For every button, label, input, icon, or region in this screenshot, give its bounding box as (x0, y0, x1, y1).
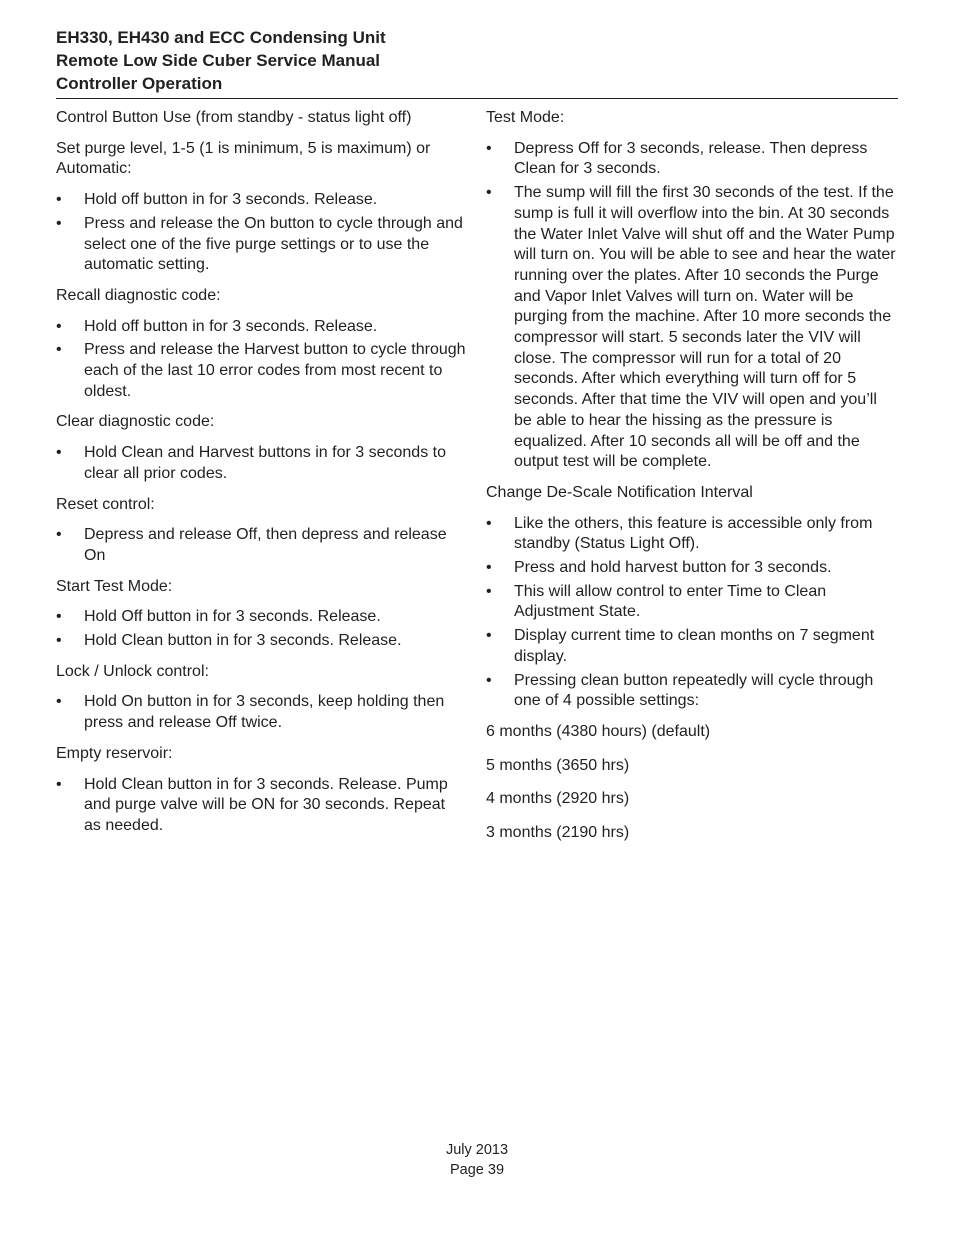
right-column (486, 108, 898, 857)
list-item: • Hold Clean button in for 3 seconds. Release. (56, 631, 466, 652)
start-test-heading: Start Test Mode: (56, 577, 173, 595)
list-item: • Depress Off for 3 seconds, release. Then depress Clean for 3 seconds. (486, 139, 898, 180)
left-column (56, 108, 466, 847)
start-test-list (56, 607, 466, 651)
clear-list (56, 443, 466, 484)
list-item: • Press and release the On button to cycle through and select one of the five purge settings or to use the automatic setting. (56, 214, 466, 276)
setting-option: 5 months (3650 hrs) (486, 756, 630, 774)
list-item: • Hold On button in for 3 seconds, keep holding then press and release Off twice. (56, 692, 466, 733)
recall-list (56, 317, 466, 403)
list-item: • This will allow control to enter Time to Clean Adjustment State. (486, 582, 898, 623)
list-item: • Depress and release Off, then depress and release On (56, 525, 466, 566)
empty-list (56, 775, 466, 837)
list-item: • Hold Clean and Harvest buttons in for 3 seconds to clear all prior codes. (56, 443, 466, 484)
manual-title-line-1: EH330, EH430 and ECC Condensing Unit (56, 28, 386, 47)
header-divider (56, 98, 898, 99)
manual-title-line-2: Remote Low Side Cuber Service Manual (56, 51, 381, 70)
section-title: Controller Operation (56, 74, 223, 93)
list-item: • Hold Off button in for 3 seconds. Release. (56, 607, 466, 628)
list-item: • The sump will fill the first 30 seconds of the test. If the sump is full it will overflow into the bin. At 30 seconds the Water Inlet Valve will shut off and the Water Pump will turn on. You will be able to see and hear the water running over the plates. After 10 seconds the Purge and Vapor Inlet Valves will turn on. Water will be purging from the machine. After 10 more seconds the compressor will start. 5 seconds later the VIV will close. The compressor will run for a total of 20 seconds. After which everything will turn off for 5 seconds. After that time the VIV will open and you’ll be able to hear the hissing as the pressure is equalized. After 10 seconds all will be off and the output test will be complete. (486, 183, 898, 473)
page-number: Page 39 (449, 1162, 505, 1178)
lock-list (56, 692, 466, 733)
reset-list (56, 525, 466, 566)
clear-heading: Clear diagnostic code: (56, 413, 215, 431)
recall-heading: Recall diagnostic code: (56, 286, 221, 304)
list-item: • Like the others, this feature is accessible only from standby (Status Light Off). (486, 514, 898, 555)
descale-heading: Change De-Scale Notification Interval (486, 483, 753, 501)
test-mode-list (486, 139, 898, 473)
list-item: • Press and hold harvest button for 3 seconds. (486, 558, 898, 579)
setting-option: 3 months (2190 hrs) (486, 824, 630, 842)
list-item: • Press and release the Harvest button to cycle through each of the last 10 error codes from most recent to oldest. (56, 340, 466, 402)
lock-heading: Lock / Unlock control: (56, 662, 209, 680)
intro-text: Control Button Use (from standby - status light off) (56, 109, 412, 126)
setting-option: 4 months (2920 hrs) (486, 790, 630, 808)
list-item: • Display current time to clean months on 7 segment display. (486, 626, 898, 667)
reset-heading: Reset control: (56, 495, 155, 513)
purge-heading: Set purge level, 1-5 (1 is minimum, 5 is maximum) or Automatic: (56, 139, 431, 178)
page-header (56, 26, 898, 95)
list-item: • Hold off button in for 3 seconds. Release. (56, 317, 466, 338)
test-mode-heading: Test Mode: (486, 109, 565, 126)
descale-list (486, 514, 898, 712)
footer-date: July 2013 (445, 1142, 509, 1158)
list-item: • Hold off button in for 3 seconds. Release. (56, 190, 466, 211)
purge-list (56, 190, 466, 276)
list-item: • Hold Clean button in for 3 seconds. Release. Pump and purge valve will be ON for 30 seconds. Repeat as needed. (56, 775, 466, 837)
list-item: • Pressing clean button repeatedly will cycle through one of 4 possible settings: (486, 671, 898, 712)
empty-heading: Empty reservoir: (56, 744, 173, 762)
setting-option: 6 months (4380 hours) (default) (486, 722, 711, 740)
page-footer (0, 1140, 954, 1180)
